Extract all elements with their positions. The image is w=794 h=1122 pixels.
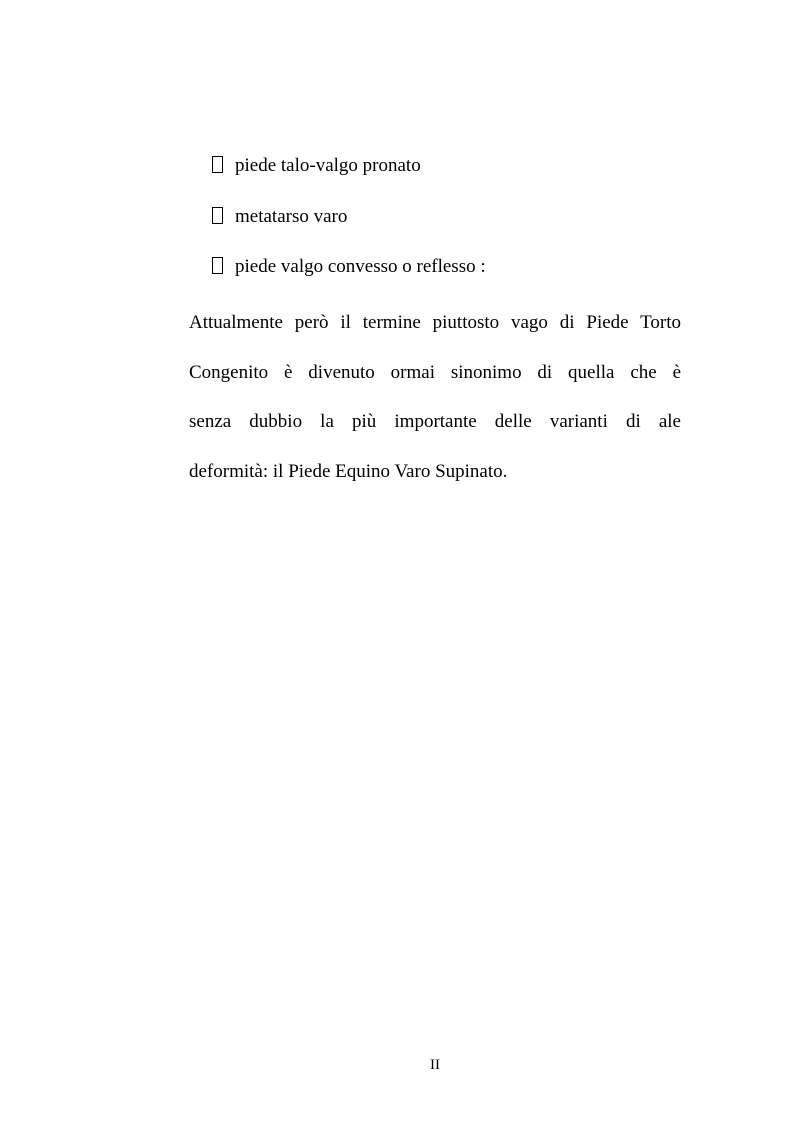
bullet-box-icon (212, 257, 223, 274)
list-item (212, 201, 692, 252)
list-item-text: piede valgo convesso o reflesso : (235, 256, 486, 277)
list-item (212, 150, 692, 201)
page-number: II (430, 1057, 440, 1073)
bullet-list (212, 150, 692, 302)
paragraph-line: deformità: il Piede Equino Varo Supinato. (189, 461, 508, 483)
paragraph-line: senza dubbio la più importante delle varianti di ale (189, 411, 681, 433)
list-item-text: metatarso varo (235, 205, 348, 227)
body-paragraph (189, 298, 681, 497)
paragraph-line: Attualmente però il termine piuttosto vago di Piede Torto (189, 312, 681, 333)
bullet-box-icon (212, 207, 223, 224)
paragraph-line: Congenito è divenuto ormai sinonimo di quella che è (189, 361, 681, 383)
list-item (212, 251, 692, 302)
bullet-box-icon (212, 156, 223, 173)
list-item-text: piede talo-valgo pronato (235, 155, 421, 176)
